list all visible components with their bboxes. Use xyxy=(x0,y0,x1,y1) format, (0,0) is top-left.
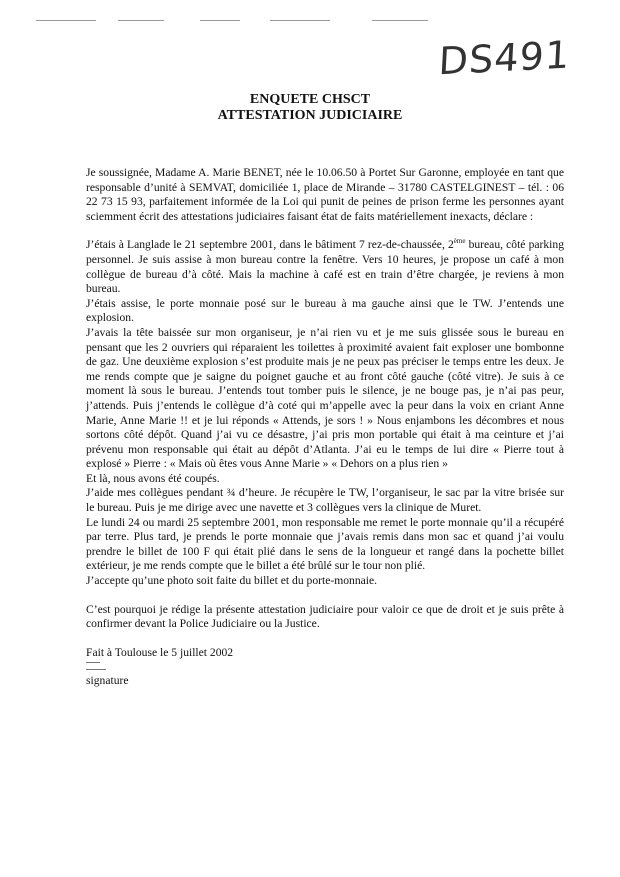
place-date: Fait à Toulouse le 5 juillet 2002 xyxy=(86,645,234,659)
statement-paragraph-7: J’accepte qu’une photo soit faite du billet et du porte-monnaie. xyxy=(86,574,378,588)
statement-paragraph-4: Et là, nous avons été coupés. xyxy=(86,471,220,485)
handwritten-reference: DS491 xyxy=(437,32,572,84)
statement-paragraph-5: J’aide mes collègues pendant ¾ d’heure. Je récupère le TW, l’organiseur, le sac par la vitre brisée sur le bureau. Puis je me dirige avec une navette et 3 collègues vers la clinique de Muret. xyxy=(86,486,564,515)
statement-text: bureau, côté parking personnel. Je suis assise à mon bureau contre la fenêtre. Vers 10 heures, je propose un café à mon collègue de bureau d’à côté. Mais la machine à café est en train d’être chargée, je reviens à mon bureau. xyxy=(86,238,564,296)
statement-paragraph-3: J’avais la tête baissée sur mon organiseur, je n’ai rien vu et je me suis glissée sous le bureau en pensant que les 2 ouvriers qui réparaient les toilettes à proximité avaient fait exploser une bombonne de gaz. Une deuxième explosion s’est produite mais je ne peux pas préciser le temps entre les deux. Je me rends compte que je saigne du poignet gauche et au front côté gauche (côté vitre). Je suis à ce moment là sous le bureau. J’entends tout tomber puis le silence, je ne bouge pas, je n’ai pas peur, j’attends. Puis j’entends le collègue d’à coté qui m’appelle avec la peur dans la voix en criant Anne Marie, Anne Marie !! et je lui réponds « Attends, je sors ! » Nous enjambons les décombres et nous sortons côté dépôt. Quand j’ai vu ce désastre, j’ai pris mon portable qui était à ma ceinture et j’ai prévenu mon responsable qui était au dépôt d’Atlanta. J’ai eu le temps de lui dire « Pierre tout à explosé » Pierre : « Mais où êtes vous Anne Marie » « Dehors on a plus rien » xyxy=(86,325,564,471)
statement-paragraph-2: J’étais assise, le porte monnaie posé sur le bureau à ma gauche ainsi que le TW. J’entends une explosion. xyxy=(86,296,564,325)
statement-paragraph-1 xyxy=(86,238,564,296)
document-body xyxy=(86,166,564,689)
statement-text: J’étais à Langlade le 21 septembre 2001, dans le bâtiment 7 rez-de-chaussée, 2 xyxy=(86,238,454,252)
document-title: ENQUETE CHSCT xyxy=(249,92,371,107)
document-subtitle: ATTESTATION JUDICIAIRE xyxy=(217,108,403,123)
scan-mark xyxy=(36,20,96,21)
scan-mark xyxy=(118,20,164,21)
scan-mark xyxy=(270,20,330,21)
signature-mark xyxy=(86,662,100,663)
scan-mark xyxy=(200,20,240,21)
statement-paragraph-6: Le lundi 24 ou mardi 25 septembre 2001, mon responsable me remet le porte monnaie qu’il a récupéré par terre. Plus tard, je prends le porte monnaie que j’avais remis dans mon sac et quand j’ai voulu prendre le billet de 100 F qui était plié dans le sens de la longueur et rangé dans la pochette billet extérieur, je me rends compte que le billet a été brûlé sur le tour non plié. xyxy=(86,515,564,573)
signature-label: signature xyxy=(86,674,129,688)
closing-paragraph: C’est pourquoi je rédige la présente attestation judiciaire pour valoir ce que de droit et je suis prête à confirmer devant la Police Judiciaire ou la Justice. xyxy=(86,602,564,631)
superscript: ème xyxy=(453,237,466,246)
signature-mark xyxy=(86,669,106,670)
intro-paragraph: Je soussignée, Madame A. Marie BENET, née le 10.06.50 à Portet Sur Garonne, employée en tant que responsable d’unité à SEMVAT, domiciliée 1, place de Mirande – 31780 CASTELGINEST – tél. : 06 22 73 15 93, parfaitement informée de la Loi qui punit de peines de prison ferme les personnes ayant sciemment écrit des attestations judiciaires faisant état de faits matériellement inexacts, déclare : xyxy=(86,166,564,223)
scan-mark xyxy=(372,20,428,21)
